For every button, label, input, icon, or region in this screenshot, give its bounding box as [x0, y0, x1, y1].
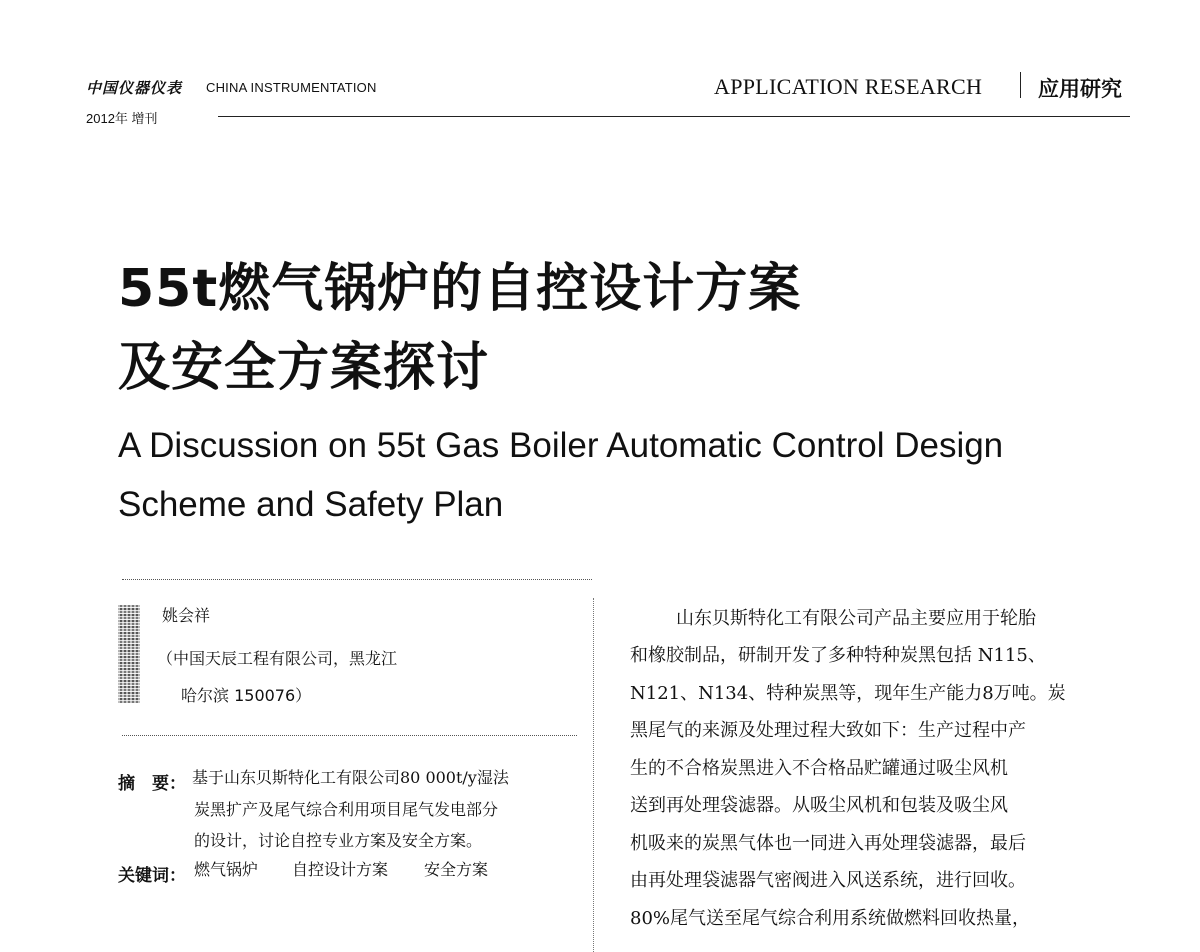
column-divider [593, 598, 594, 952]
body-line: 黑尾气的来源及处理过程大致如下：生产过程中产 [630, 720, 1026, 741]
title-en-line1: A Discussion on 55t Gas Boiler Automatic Control Design [118, 426, 1004, 465]
section-separator [1020, 72, 1021, 98]
body-line: 由再处理袋滤器气密阀进入风送系统，进行回收。 [630, 870, 1026, 891]
header-rule [218, 116, 1130, 117]
keyword-item: 燃气锅炉 [194, 860, 259, 879]
title-en-line2: Scheme and Safety Plan [118, 485, 504, 524]
abstract-line: 炭黑扩产及尾气综合利用项目尾气发电部分 [194, 800, 499, 819]
title-zh-line1: 55t燃气锅炉的自控设计方案 [118, 259, 802, 319]
body-line: 机吸来的炭黑气体也一同进入再处理袋滤器，最后 [630, 833, 1026, 854]
body-line: 送到再处理袋滤器。从吸尘风机和包装及吸尘风 [630, 795, 1008, 816]
body-line: 80%尾气送至尾气综合利用系统做燃料回收热量， [630, 908, 1031, 929]
keyword-item: 自控设计方案 [292, 860, 389, 879]
abstract-line: 的设计，讨论自控专业方案及安全方案。 [194, 831, 483, 850]
section-title-en: APPLICATION RESEARCH [714, 74, 983, 99]
keyword-item: 安全方案 [424, 860, 489, 879]
body-line: 生的不合格炭黑进入不合格品贮罐通过吸尘风机 [630, 758, 1008, 779]
body-line: N121、N134、特种炭黑等，现年生产能力8万吨。炭 [630, 683, 1066, 704]
author-bottom-rule [122, 735, 577, 736]
author-top-rule [122, 579, 592, 580]
author-affiliation-line1: （中国天辰工程有限公司，黑龙江 [157, 649, 398, 668]
issue-label: 2012年 增刊 [86, 111, 158, 126]
title-zh-line2: 及安全方案探讨 [118, 338, 490, 398]
qr-code [118, 605, 140, 703]
section-title-zh: 应用研究 [1038, 77, 1122, 101]
author-name: 姚会祥 [162, 606, 211, 625]
keywords-label: 关键词： [118, 866, 186, 886]
abstract-label: 摘 要： [118, 774, 186, 794]
journal-name-en: CHINA INSTRUMENTATION [206, 80, 377, 95]
author-affiliation-line2: 哈尔滨 150076） [181, 686, 312, 705]
abstract-line: 基于山东贝斯特化工有限公司80 000t/y湿法 [192, 768, 509, 787]
body-line: 山东贝斯特化工有限公司产品主要应用于轮胎 [676, 608, 1036, 629]
journal-logo: 中国仪器仪表 [86, 79, 183, 97]
body-line: 和橡胶制品，研制开发了多种特种炭黑包括 N115、 [630, 645, 1046, 666]
